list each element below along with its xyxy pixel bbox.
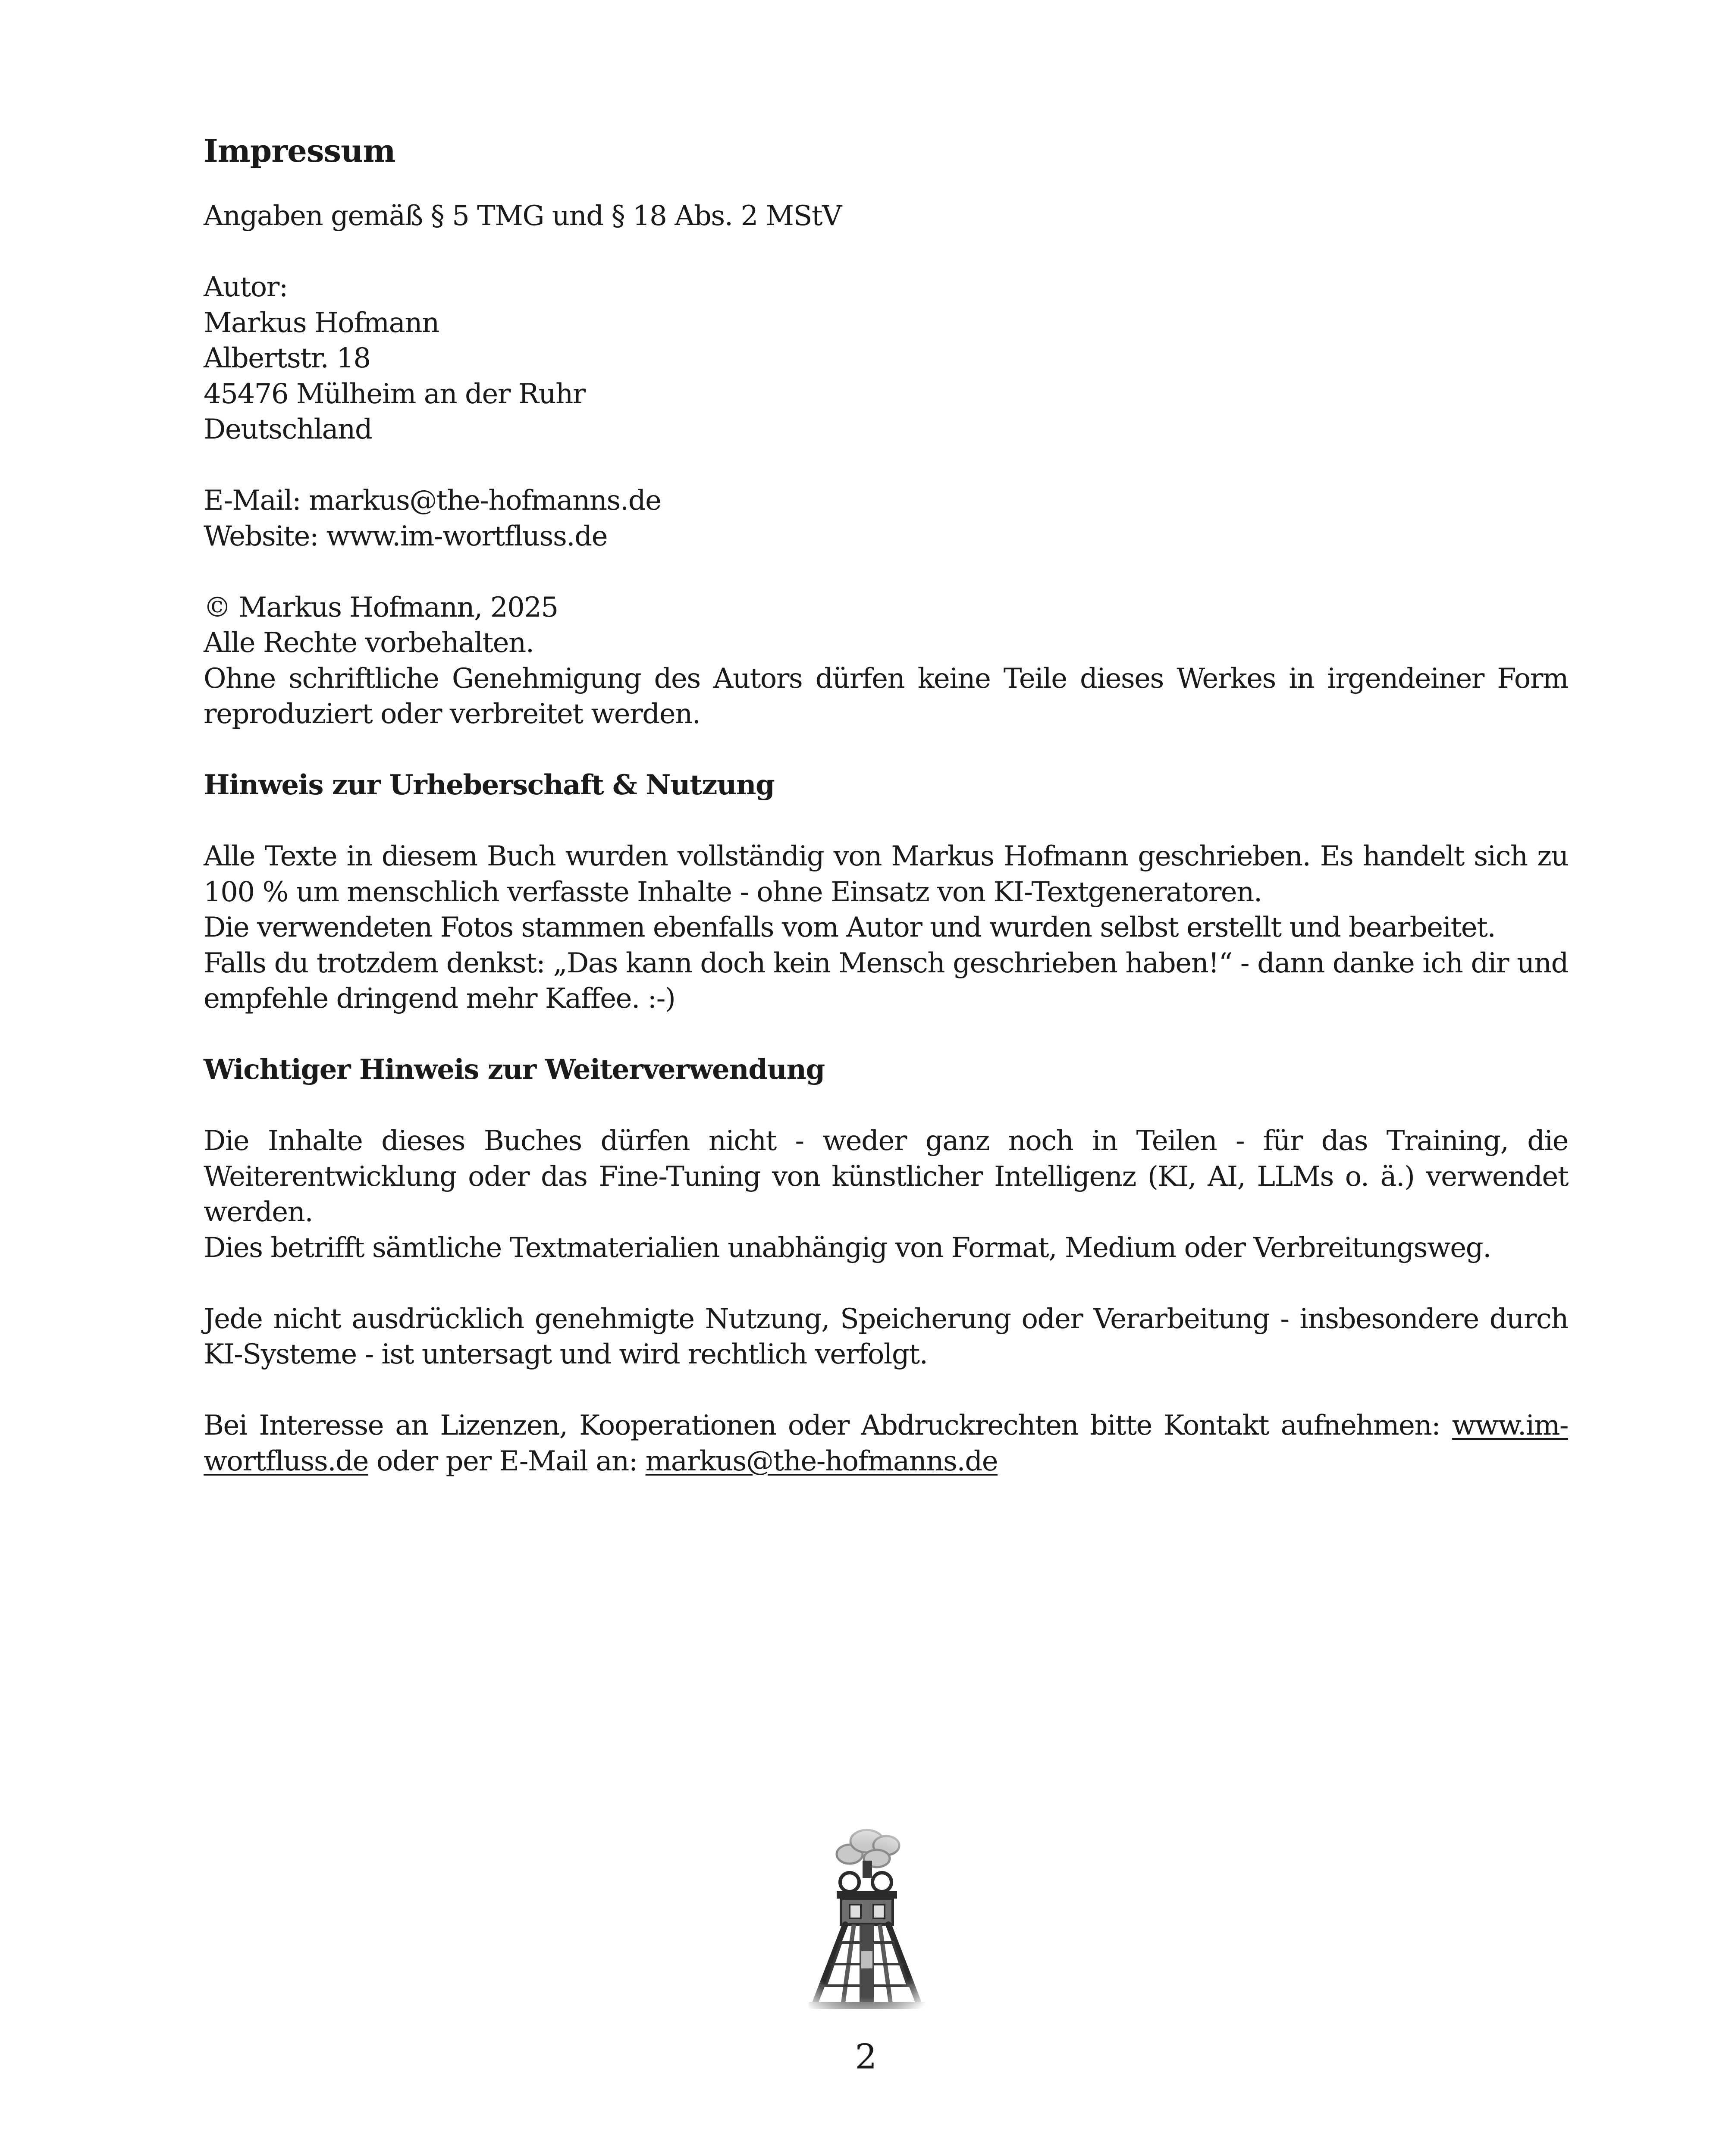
authorship-heading: Hinweis zur Urheberschaft & Nutzung <box>204 769 775 801</box>
website-link[interactable]: www.im-wortfluss.de <box>204 1410 1568 1477</box>
author-street: Albertstr. 18 <box>204 342 370 374</box>
rights-detail: Ohne schriftliche Genehmigung des Autors dürfen keine Teile dieses Werkes in irgendeiner Form reproduziert oder verbreitet werden. <box>204 662 1568 730</box>
legal-basis-text: Angaben gemäß § 5 TMG und § 18 Abs. 2 MStV <box>204 200 841 232</box>
coffee-paragraph: Falls du trotzdem denkst: „Das kann doch kein Mensch geschrieben haben!“ - dann danke ich dir und empfehle dringend mehr Kaffee. :-) <box>204 947 1568 1015</box>
materials-paragraph: Dies betrifft sämtliche Textmaterialien unabhängig von Format, Medium oder Verbreitungsweg. <box>204 1232 1491 1264</box>
impressum-page <box>204 129 1568 1479</box>
address-block <box>204 270 1568 448</box>
page-title: Impressum <box>204 132 395 169</box>
page-number: 2 <box>855 2037 877 2077</box>
reuse-heading: Wichtiger Hinweis zur Weiterverwendung <box>204 1053 825 1086</box>
contact-paragraph <box>204 1408 1568 1479</box>
photos-paragraph: Die verwendeten Fotos stammen ebenfalls vom Autor und wurden selbst erstellt und bearbeitet. <box>204 912 1496 943</box>
ai-training-paragraph: Die Inhalte dieses Buches dürfen nicht - weder ganz noch in Teilen - für das Training, die Weiterentwicklung oder das Fine-Tuning von künstlicher Intelligenz (KI, AI, LLMs o. ä.) verwendet werden. <box>204 1125 1568 1228</box>
author-city: 45476 Mülheim an der Ruhr <box>204 378 585 410</box>
rights-line: Alle Rechte vorbehalten. <box>204 627 534 659</box>
mine-headframe-icon <box>778 1822 951 2020</box>
author-country: Deutschland <box>204 414 372 445</box>
author-label: Autor: <box>204 271 288 303</box>
prohibition-paragraph: Jede nicht ausdrücklich genehmigte Nutzung, Speicherung oder Verarbeitung - insbesondere durch KI-Systeme - ist untersagt und wird rechtlich verfolgt. <box>204 1303 1568 1370</box>
email-link[interactable]: markus@the-hofmanns.de <box>645 1445 998 1477</box>
contact-prefix: Bei Interesse an Lizenzen, Kooperationen oder Abdruckrechten bitte Kontakt aufnehmen: <box>204 1410 1452 1442</box>
copyright-line: © Markus Hofmann, 2025 <box>204 591 558 624</box>
author-name: Markus Hofmann <box>204 307 439 339</box>
authorship-paragraph: Alle Texte in diesem Buch wurden vollständig von Markus Hofmann geschrieben. Es handelt sich zu 100 % um menschlich verfasste Inhalte - ohne Einsatz von KI-Textgeneratoren. <box>204 840 1568 908</box>
website-line: Website: www.im-wortfluss.de <box>204 520 607 552</box>
contact-middle: oder per E-Mail an: <box>368 1445 646 1477</box>
email-line: E-Mail: markus@the-hofmanns.de <box>204 485 661 517</box>
